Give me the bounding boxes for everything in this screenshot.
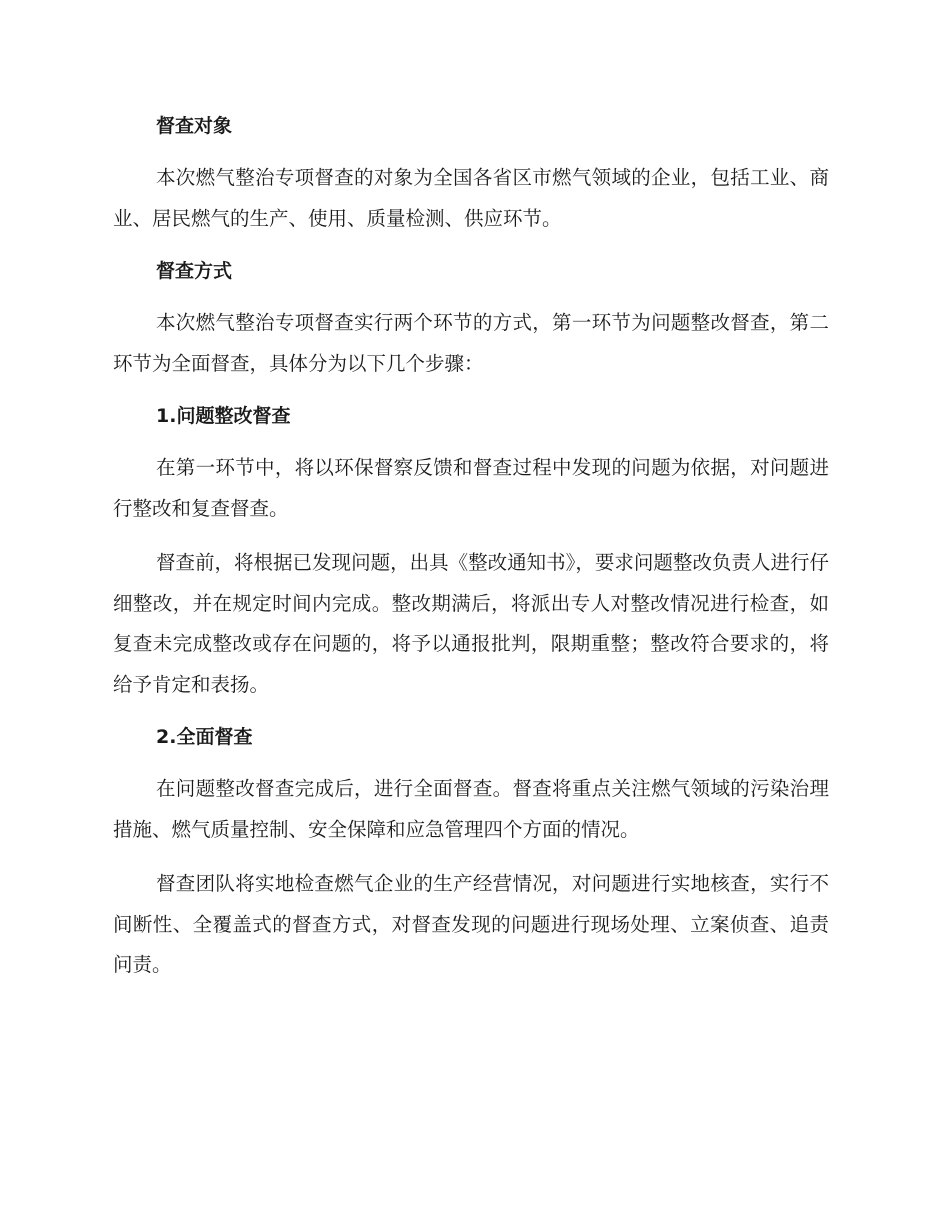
section-heading-objects: 督查对象	[156, 115, 233, 137]
paragraph: 本次燃气整治专项督查的对象为全国各省区市燃气领域的企业，包括工业、商业、居民燃气的生产、使用、质量检测、供应环节。	[113, 166, 829, 230]
paragraph: 在问题整改督查完成后，进行全面督查。督查将重点关注燃气领域的污染治理措施、燃气质量控制、安全保障和应急管理四个方面的情况。	[113, 777, 829, 841]
section-heading-comprehensive: 2.全面督查	[156, 726, 253, 748]
document-page	[113, 106, 829, 986]
paragraph: 在第一环节中，将以环保督察反馈和督查过程中发现的问题为依据，对问题进行整改和复查督查。	[113, 456, 829, 520]
paragraph: 本次燃气整治专项督查实行两个环节的方式，第一环节为问题整改督查，第二环节为全面督查，具体分为以下几个步骤：	[113, 311, 829, 375]
paragraph: 督查团队将实地检查燃气企业的生产经营情况，对问题进行实地核查，实行不间断性、全覆盖式的督查方式，对督查发现的问题进行现场处理、立案侦查、追责问责。	[113, 872, 829, 976]
section-heading-rectification: 1.问题整改督查	[156, 405, 291, 427]
section-heading-method: 督查方式	[156, 260, 233, 282]
paragraph: 督查前，将根据已发现问题，出具《整改通知书》，要求问题整改负责人进行仔细整改，并在规定时间内完成。整改期满后，将派出专人对整改情况进行检查，如复查未完成整改或存在问题的，将予以通报批判，限期重整；整改符合要求的，将给予肯定和表扬。	[113, 551, 829, 696]
